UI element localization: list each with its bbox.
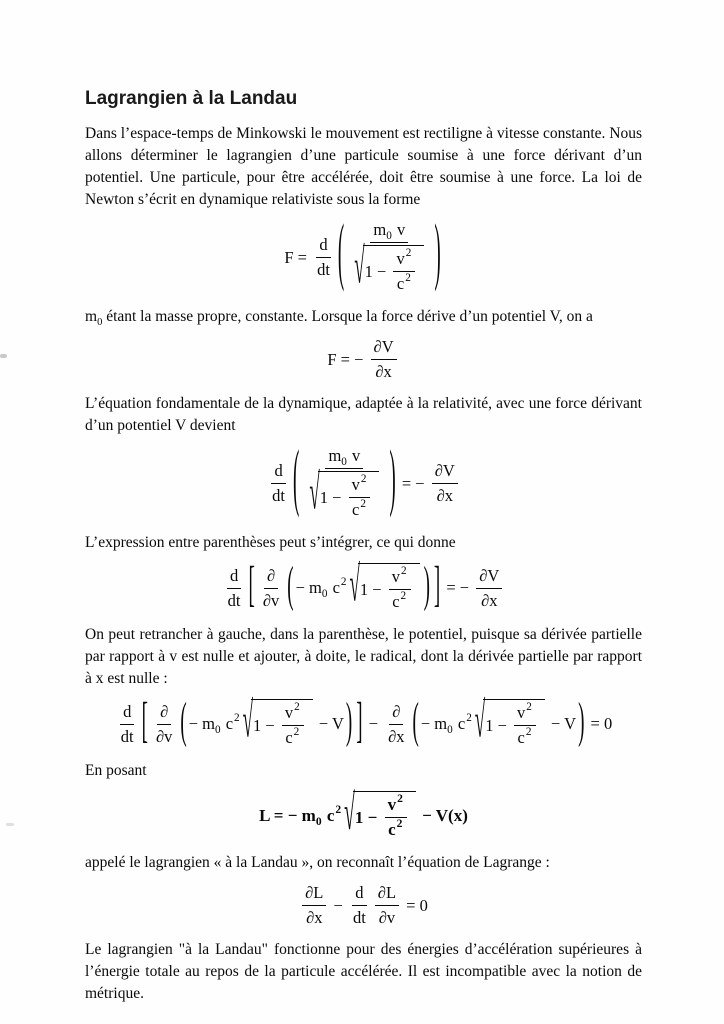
fence-glyph: [ <box>248 557 255 614</box>
math-sup: 2 <box>335 803 342 817</box>
math-row <box>373 220 405 240</box>
math-txt: F = − <box>327 349 368 369</box>
paragraph-integration: L’expression entre parenthèses peut s’intégrer, ce qui donne <box>85 534 456 551</box>
math-frac <box>269 461 288 506</box>
math-sup: 2 <box>396 817 403 831</box>
math-row <box>188 693 344 750</box>
math-row <box>222 557 506 614</box>
math-row <box>327 337 399 382</box>
math-txt: d <box>229 565 239 585</box>
math-sqrt <box>474 693 545 750</box>
math-frac <box>385 792 407 840</box>
math-txt: ∂v <box>378 908 396 927</box>
math-row <box>392 589 407 612</box>
math-txt: ∂ <box>160 701 169 721</box>
math-txt: − m <box>188 714 215 733</box>
math-txt: − <box>364 714 383 733</box>
fence-glyph: [ <box>141 693 148 750</box>
math-sup: 2 <box>340 575 347 588</box>
mass-subscript: 0 <box>97 317 103 329</box>
math-txt: = − <box>442 578 474 597</box>
fence-glyph: ( <box>180 693 187 750</box>
equation-force-potential-gradient <box>85 337 642 382</box>
fence-glyph: ) <box>389 438 396 522</box>
math-row <box>396 246 412 269</box>
math-frac <box>302 883 326 928</box>
math-sub: 0 <box>315 815 322 829</box>
math-txt: ∂x <box>481 590 498 610</box>
math-frac <box>282 700 304 748</box>
math-txt: ∂x <box>375 362 392 381</box>
math-frac <box>153 702 175 747</box>
math-frac <box>260 566 282 611</box>
math-txt: c <box>328 578 340 597</box>
math-txt: c <box>453 714 466 733</box>
math-txt: ∂L <box>305 883 324 902</box>
math-sup: 2 <box>405 271 411 284</box>
math-frac <box>225 566 244 611</box>
math-sup: 2 <box>400 589 407 602</box>
fence-glyph: ( <box>287 557 294 614</box>
math-sqrt <box>344 788 416 843</box>
math-fence <box>248 557 441 614</box>
math-row <box>391 564 408 587</box>
math-row <box>364 246 419 294</box>
math-txt: − V(x) <box>417 806 468 825</box>
math-row <box>295 557 422 614</box>
mass-symbol: m <box>85 308 98 325</box>
math-row <box>284 212 442 296</box>
math-fence <box>287 557 430 614</box>
math-txt: c <box>322 806 335 825</box>
paragraph-appele-lagrangien: appelé le lagrangien « à la Landau », on reconnaît l’équation de Lagrange : <box>85 854 550 871</box>
fence-glyph: ( <box>293 438 300 522</box>
math-row <box>420 693 577 750</box>
math-frac <box>432 461 458 506</box>
math-txt: = 0 <box>586 714 613 733</box>
math-row <box>299 883 428 928</box>
paragraph-retrancher: On peut retrancher à gauche, dans la parenthèse, le potentiel, puisque sa dérivée partielle par rapport à v est nulle et ajouter, à doite, le radical, dont la dérivée partielle par rapport à x est nulle : <box>85 626 642 687</box>
math-row <box>115 693 613 750</box>
math-txt: c <box>352 500 360 519</box>
math-row <box>388 817 403 840</box>
math-txt: v <box>387 795 397 814</box>
math-txt: 1 − <box>319 487 346 507</box>
page-title: Lagrangien à la Landau <box>85 88 298 109</box>
paragraph-proper-mass-text: étant la masse propre, constante. Lorsque la force dérive d’un potentiel V, on a <box>102 308 593 325</box>
math-sup: 2 <box>234 711 240 724</box>
math-txt: c <box>517 728 525 747</box>
math-row <box>285 725 300 748</box>
math-txt: = 0 <box>402 895 428 915</box>
math-txt: − V <box>314 714 344 733</box>
math-sqrt <box>354 239 424 296</box>
math-txt: L = − m <box>259 806 316 825</box>
math-txt: − m <box>420 714 448 733</box>
math-row <box>266 438 461 522</box>
paragraph-fundamental-equation: L’équation fondamentale de la dynamique, adaptée à la relativité, avec une force dérivant d’un potentiel V devient <box>85 395 642 434</box>
math-row <box>485 700 539 748</box>
radical-icon: √ <box>242 693 254 750</box>
math-txt: v <box>392 220 406 239</box>
math-txt: ∂V <box>434 461 455 480</box>
equation-lagrange-form-zero <box>85 693 642 750</box>
fence-glyph: ( <box>412 693 419 750</box>
math-txt: c <box>285 728 293 747</box>
math-txt: v <box>351 475 360 494</box>
math-txt: d <box>355 883 364 902</box>
math-sqrt <box>349 557 420 614</box>
math-txt: ∂ <box>266 565 276 585</box>
math-frac <box>476 566 502 611</box>
math-row <box>284 700 301 723</box>
fence-glyph: ] <box>433 557 441 614</box>
math-sup: 2 <box>293 725 300 738</box>
math-row <box>259 788 468 843</box>
math-frac <box>349 472 371 520</box>
equation-lagrange <box>85 883 642 928</box>
math-txt: 1 − <box>359 579 386 599</box>
math-frac <box>375 883 399 928</box>
scan-artifact <box>0 354 7 358</box>
math-txt: d <box>274 461 283 480</box>
math-frac <box>514 700 536 748</box>
math-txt: 1 − <box>253 715 279 735</box>
scan-artifact <box>6 823 14 826</box>
math-row <box>396 271 412 294</box>
radical-icon: √ <box>354 239 365 296</box>
radical-icon: √ <box>349 557 360 614</box>
math-frac <box>350 883 369 928</box>
math-txt: = − <box>397 473 429 493</box>
fence-glyph: ) <box>578 693 585 750</box>
math-txt: v <box>517 703 526 722</box>
math-txt: F = <box>284 247 312 267</box>
math-sup: 2 <box>397 792 403 806</box>
math-sup: 2 <box>405 246 412 259</box>
math-frac <box>389 564 411 612</box>
math-row <box>328 446 360 466</box>
math-sub: 0 <box>447 723 453 736</box>
math-txt: v <box>396 249 405 268</box>
math-frac <box>118 702 137 747</box>
math-txt: d <box>319 235 328 254</box>
math-sup: 2 <box>360 497 366 510</box>
math-txt: ∂L <box>377 883 397 902</box>
math-sup: 2 <box>466 711 472 724</box>
equation-landau-lagrangian <box>85 788 642 843</box>
math-frac <box>385 702 407 747</box>
math-fence <box>180 693 353 750</box>
fence-glyph: ) <box>423 557 430 614</box>
math-frac <box>371 337 397 382</box>
math-txt: 1 − <box>364 261 391 281</box>
math-txt: c <box>388 820 396 839</box>
math-row <box>359 564 414 612</box>
math-sub: 0 <box>341 455 347 468</box>
math-txt: ∂V <box>479 565 500 585</box>
math-sub: 0 <box>214 723 221 736</box>
math-row <box>352 497 367 520</box>
math-txt: ∂x <box>306 908 323 927</box>
math-txt: 1 − <box>485 715 512 735</box>
math-txt: − <box>329 895 347 915</box>
math-txt: d <box>123 701 132 721</box>
math-row <box>150 693 354 750</box>
math-row <box>517 700 533 723</box>
math-frac <box>304 446 384 521</box>
radical-icon: √ <box>344 788 355 843</box>
math-sub: 0 <box>386 229 392 242</box>
math-row <box>354 792 410 840</box>
math-fence <box>412 693 585 750</box>
math-row <box>517 725 532 748</box>
math-fence <box>337 212 441 296</box>
math-txt: dt <box>120 726 134 746</box>
math-txt: ∂x <box>388 726 405 746</box>
equation-integrated-expression <box>85 557 642 614</box>
math-txt: c <box>221 714 234 733</box>
math-txt: dt <box>227 590 241 610</box>
equation-newton-relativistic-force <box>85 212 642 296</box>
math-frac <box>393 246 415 294</box>
radical-icon: √ <box>474 693 486 750</box>
math-txt: c <box>392 592 400 611</box>
math-txt: v <box>391 567 400 586</box>
math-sup: 2 <box>360 472 367 485</box>
math-sqrt <box>309 465 379 522</box>
equation-fundamental-dynamics <box>85 438 642 522</box>
math-txt: dt <box>317 260 330 279</box>
math-txt: ∂ <box>392 701 401 721</box>
math-txt: − m <box>295 578 322 597</box>
math-sup: 2 <box>400 564 407 577</box>
math-txt: v <box>284 703 294 722</box>
math-row <box>351 472 368 495</box>
math-txt: ∂v <box>155 726 173 746</box>
math-txt: ∂x <box>436 486 453 505</box>
math-sup: 2 <box>525 725 532 738</box>
math-txt: c <box>396 274 405 293</box>
math-txt: 1 − <box>354 807 382 827</box>
paragraph-proper-mass <box>85 306 642 328</box>
math-sub: 0 <box>321 587 328 600</box>
paragraph-conclusion: Le lagrangien "à la Landau" fonctionne pour des énergies d’accélération supérieures à l’énergie totale au repos de la particule accélérée. Il est incompatible avec la notion de métrique. <box>85 941 642 1002</box>
math-txt: m <box>328 446 342 465</box>
math-row <box>387 792 404 815</box>
math-frac <box>314 235 333 280</box>
math-txt: ∂V <box>373 337 394 356</box>
math-row <box>257 557 432 614</box>
paragraph-intro: Dans l’espace-temps de Minkowski le mouvement est rectiligne à vitesse constante. Nous allons déterminer le lagrangien d’une particule soumise à une force dérivant d’un potentiel. Une particule, pour être accélérée, doit être soumise à une force. La loi de Newton s’écrit en dynamique relativiste sous la forme <box>85 125 642 208</box>
math-row <box>319 472 374 520</box>
math-sqrt <box>242 693 313 750</box>
fence-glyph: ] <box>356 693 363 750</box>
math-sup: 2 <box>526 700 532 713</box>
paragraph-en-posant: En posant <box>85 762 147 779</box>
math-frac <box>349 220 429 295</box>
radical-icon: √ <box>309 465 320 522</box>
math-sup: 2 <box>294 700 300 713</box>
fence-glyph: ( <box>337 212 345 296</box>
math-txt: dt <box>352 908 366 927</box>
math-txt: v <box>347 446 361 465</box>
fence-glyph: ) <box>345 693 353 750</box>
fence-glyph: ) <box>434 212 441 296</box>
math-txt: m <box>373 220 387 239</box>
math-fence <box>141 693 363 750</box>
math-txt: dt <box>272 486 285 505</box>
math-txt: − V <box>546 714 577 733</box>
math-txt: ∂v <box>262 590 280 610</box>
math-fence <box>293 438 396 522</box>
math-row <box>253 700 307 748</box>
